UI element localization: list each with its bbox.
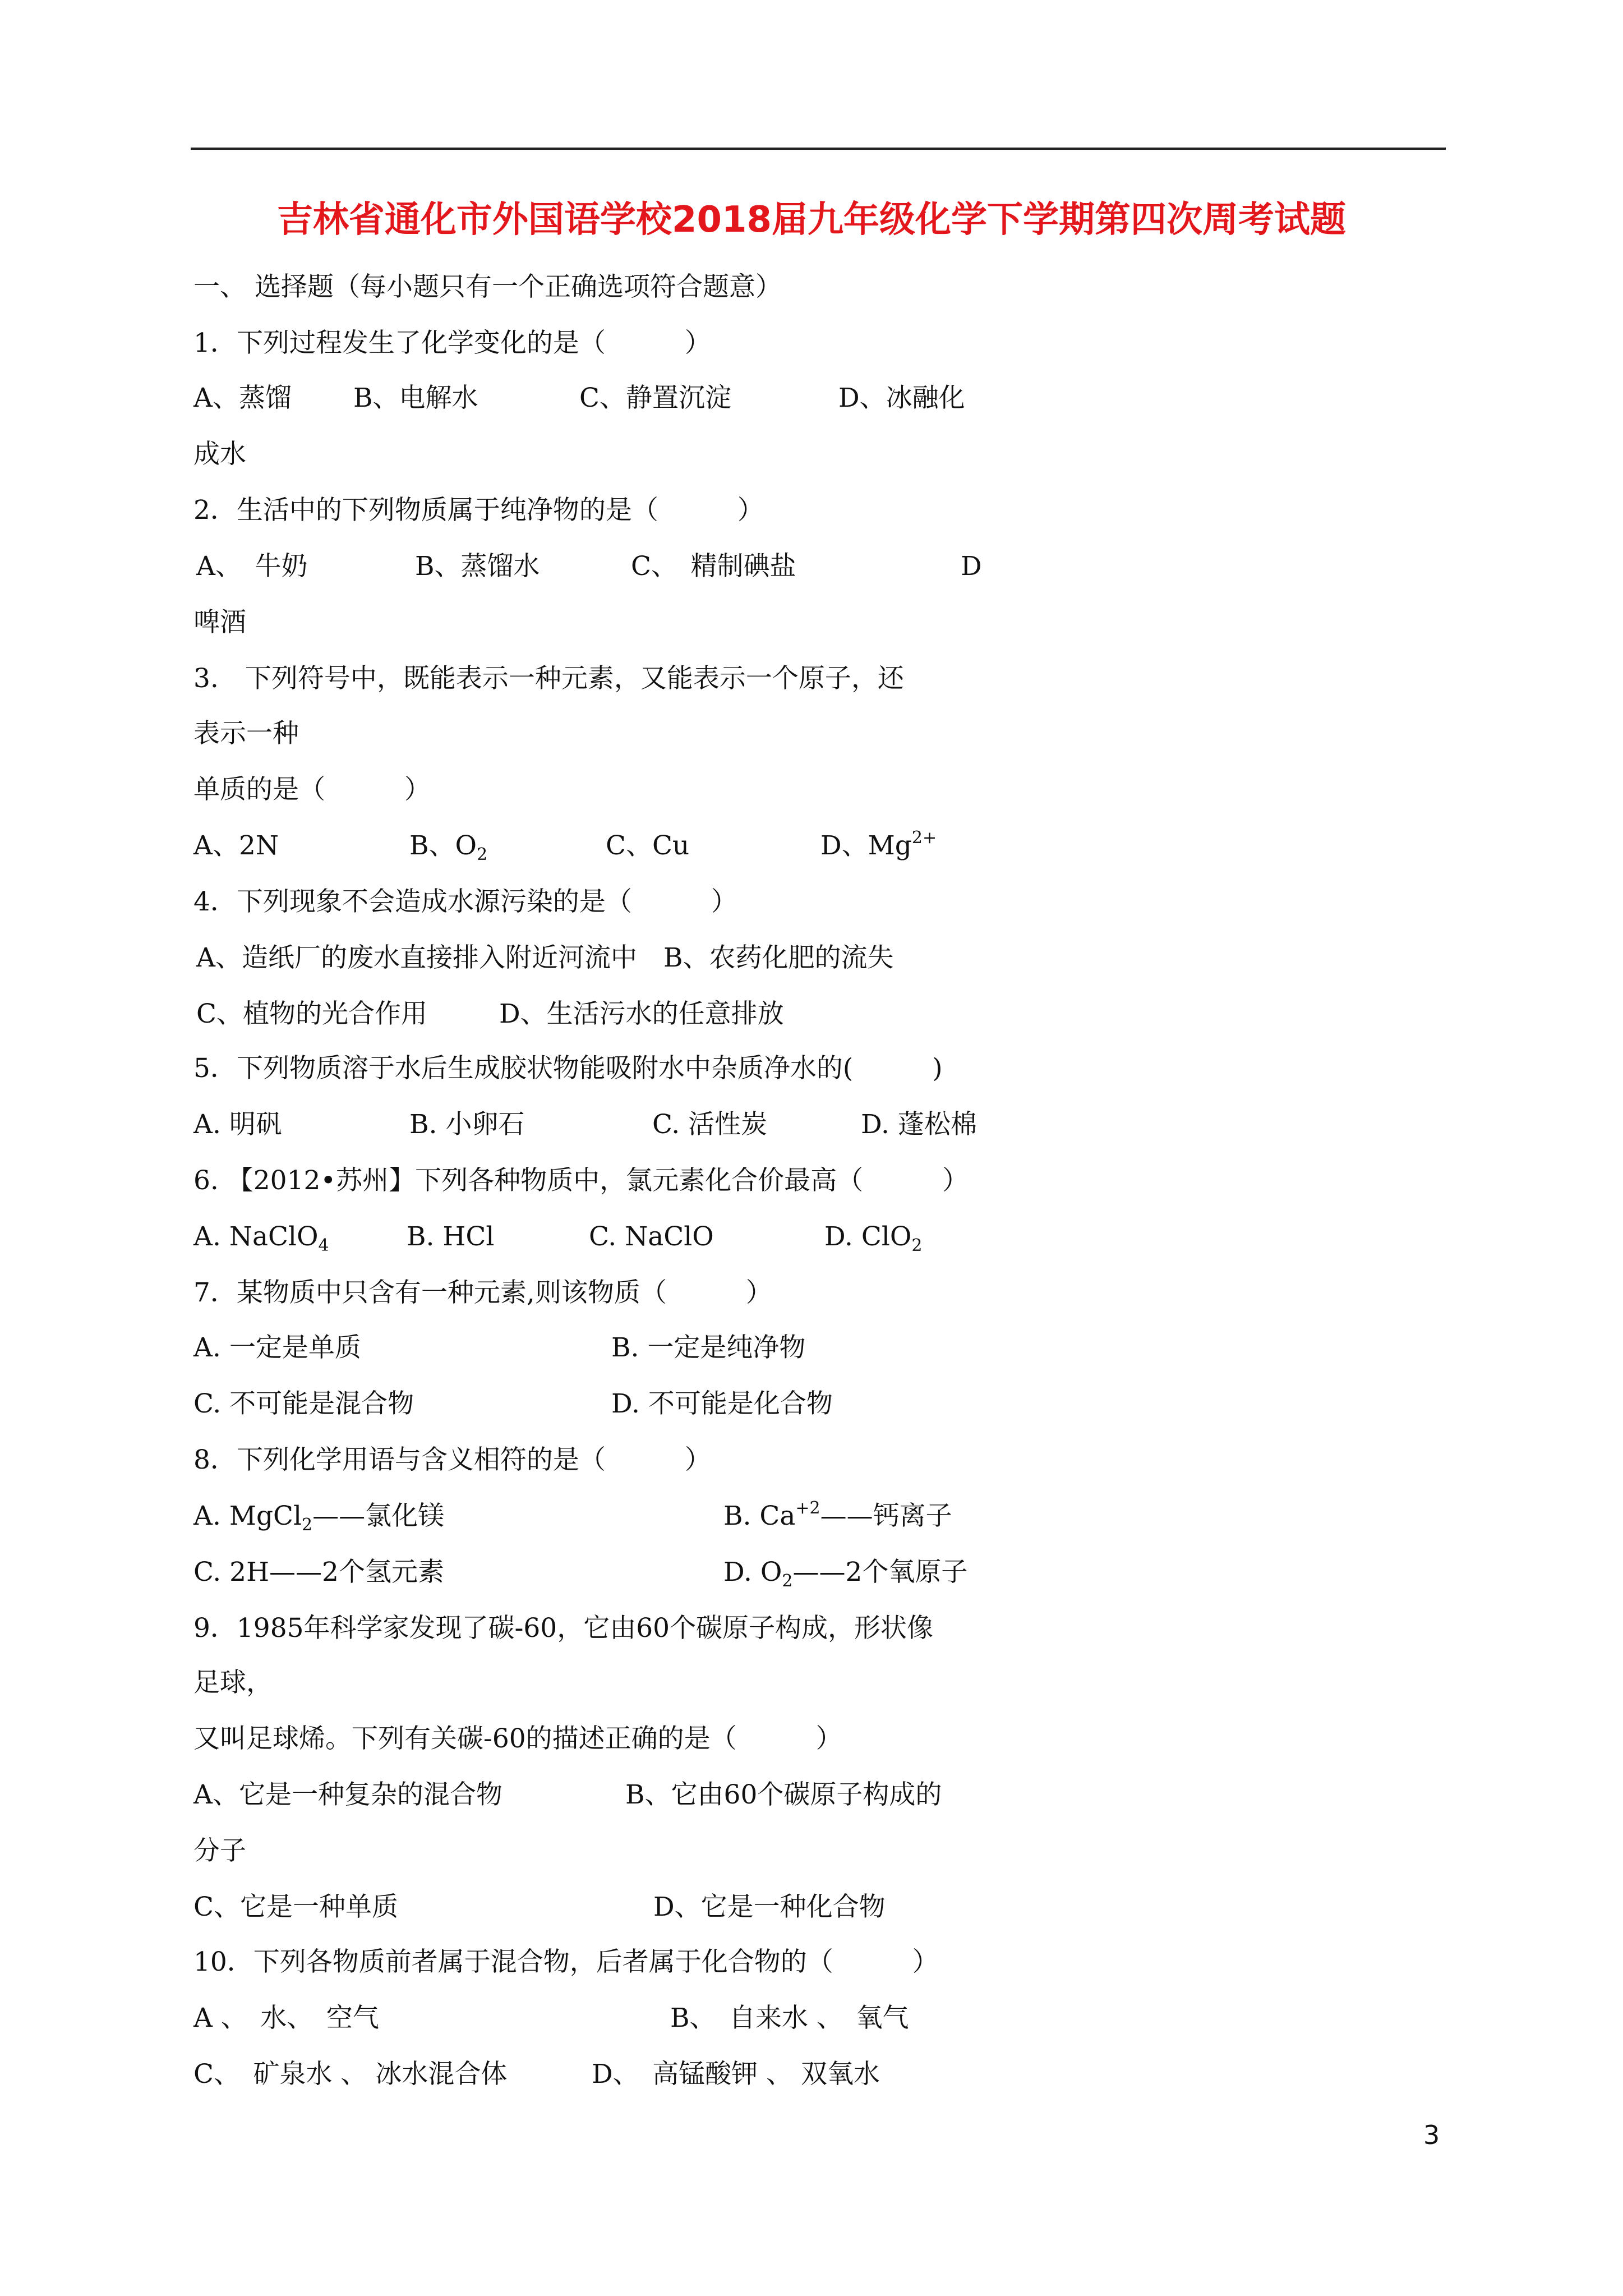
header-rule [191, 148, 1446, 150]
q3-option-c: C、Cu [606, 830, 690, 861]
q9-option-d: D、它是一种化合物 [653, 1892, 886, 1922]
question-9-stem-line3: 又叫足球烯。下列有关碳-60的描述正确的是（ ） [193, 1723, 842, 1754]
q8-option-c: C. 2H——2个氢元素 [193, 1557, 444, 1588]
q2-option-b: B、蒸馏水 [415, 551, 540, 582]
question-4-stem: 4．下列现象不会造成水源污染的是（ ） [193, 886, 737, 917]
q4-options-ab: A、造纸厂的废水直接排入附近河流中 B、农药化肥的流失 [196, 942, 894, 973]
q2-option-c: C、 精制碘盐 [631, 551, 796, 582]
question-6-stem: 6. 【2012•苏州】下列各种物质中，氯元素化合价最高（ ） [193, 1165, 969, 1196]
question-3-stem: 3. 下列符号中，既能表示一种元素，又能表示一个原子，还 [193, 663, 904, 694]
q7-option-c: C. 不可能是混合物 [193, 1388, 414, 1419]
question-2-stem: 2．生活中的下列物质属于纯净物的是（ ） [193, 495, 764, 526]
page-number: 3 [1423, 2120, 1440, 2150]
q9-option-a: A、它是一种复杂的混合物 [193, 1779, 502, 1810]
section-heading: 一、 选择题（每小题只有一个正确选项符合题意） [193, 272, 782, 302]
q1-option-b: B、电解水 [353, 383, 478, 413]
question-8-stem: 8．下列化学用语与含义相符的是（ ） [193, 1444, 711, 1475]
q6-option-b: B. HCl [407, 1221, 495, 1252]
q5-option-d: D. 蓬松棉 [861, 1109, 977, 1140]
q1-option-c: C、静置沉淀 [579, 383, 731, 413]
q1-option-d-continued: 成水 [193, 439, 246, 470]
q6-option-c: C. NaClO [589, 1221, 714, 1252]
q7-option-d: D. 不可能是化合物 [611, 1388, 833, 1419]
q9-option-c: C、它是一种单质 [193, 1892, 398, 1922]
page-title: 吉林省通化市外国语学校2018届九年级化学下学期第四次周考试题 [276, 199, 1347, 241]
q1-option-d: D、冰融化 [838, 383, 965, 413]
question-3-stem-line2: 表示一种 [193, 718, 299, 749]
q5-option-c: C. 活性炭 [652, 1109, 768, 1140]
q6-option-d: D. ClO$_2$ [824, 1221, 923, 1255]
q3-option-d: D、$Mg^{2+}$ [820, 828, 937, 861]
question-1-stem: 1．下列过程发生了化学变化的是（ ） [193, 328, 711, 358]
q9-option-b-continued: 分子 [193, 1835, 246, 1866]
q5-option-a: A. 明矾 [193, 1109, 282, 1140]
q7-option-b: B. 一定是纯净物 [611, 1332, 806, 1363]
q8-option-d: D. $O_2——2$个氧原子 [723, 1557, 968, 1591]
q4-option-c: C、植物的光合作用 [196, 999, 427, 1029]
q9-option-b: B、它由60个碳原子构成的 [625, 1779, 942, 1810]
question-5-stem: 5．下列物质溶于水后生成胶状物能吸附水中杂质净水的( ) [193, 1053, 943, 1084]
q10-option-a: A 、 水、 空气 [193, 2003, 379, 2033]
q2-option-a: A、 牛奶 [196, 551, 308, 582]
q8-option-b: B. $Ca^{+2}——$钙离子 [723, 1498, 952, 1531]
question-7-stem: 7．某物质中只含有一种元素,则该物质（ ） [193, 1277, 772, 1308]
q3-option-b: B、$O_2$ [409, 830, 488, 864]
q1-option-a: A、蒸馏 [193, 383, 292, 413]
q7-option-a: A. 一定是单质 [193, 1332, 361, 1363]
q4-option-d: D、生活污水的任意排放 [499, 999, 784, 1029]
question-9-stem: 9．1985年科学家发现了碳-60，它由60个碳原子构成，形状像 [193, 1613, 934, 1644]
q6-option-a: A. NaClO$_4$ [193, 1221, 329, 1255]
q5-option-b: B. 小卵石 [409, 1109, 525, 1140]
q10-option-d: D、 高锰酸钾 、 双氧水 [592, 2059, 880, 2090]
q8-option-a: A. MgCl$_2$——氯化镁 [193, 1501, 445, 1535]
q3-option-a: A、2N [193, 830, 279, 861]
q2-option-d: D [961, 551, 982, 582]
question-9-stem-line2: 足球， [193, 1667, 273, 1698]
q10-option-c: C、 矿泉水 、 冰水混合体 [193, 2059, 508, 2090]
q10-option-b: B、 自来水 、 氧气 [670, 2003, 909, 2033]
q2-option-d-continued: 啤酒 [193, 607, 246, 638]
question-3-stem-line3: 单质的是（ ） [193, 774, 431, 805]
question-10-stem: 10．下列各物质前者属于混合物，后者属于化合物的（ ） [193, 1947, 939, 1977]
